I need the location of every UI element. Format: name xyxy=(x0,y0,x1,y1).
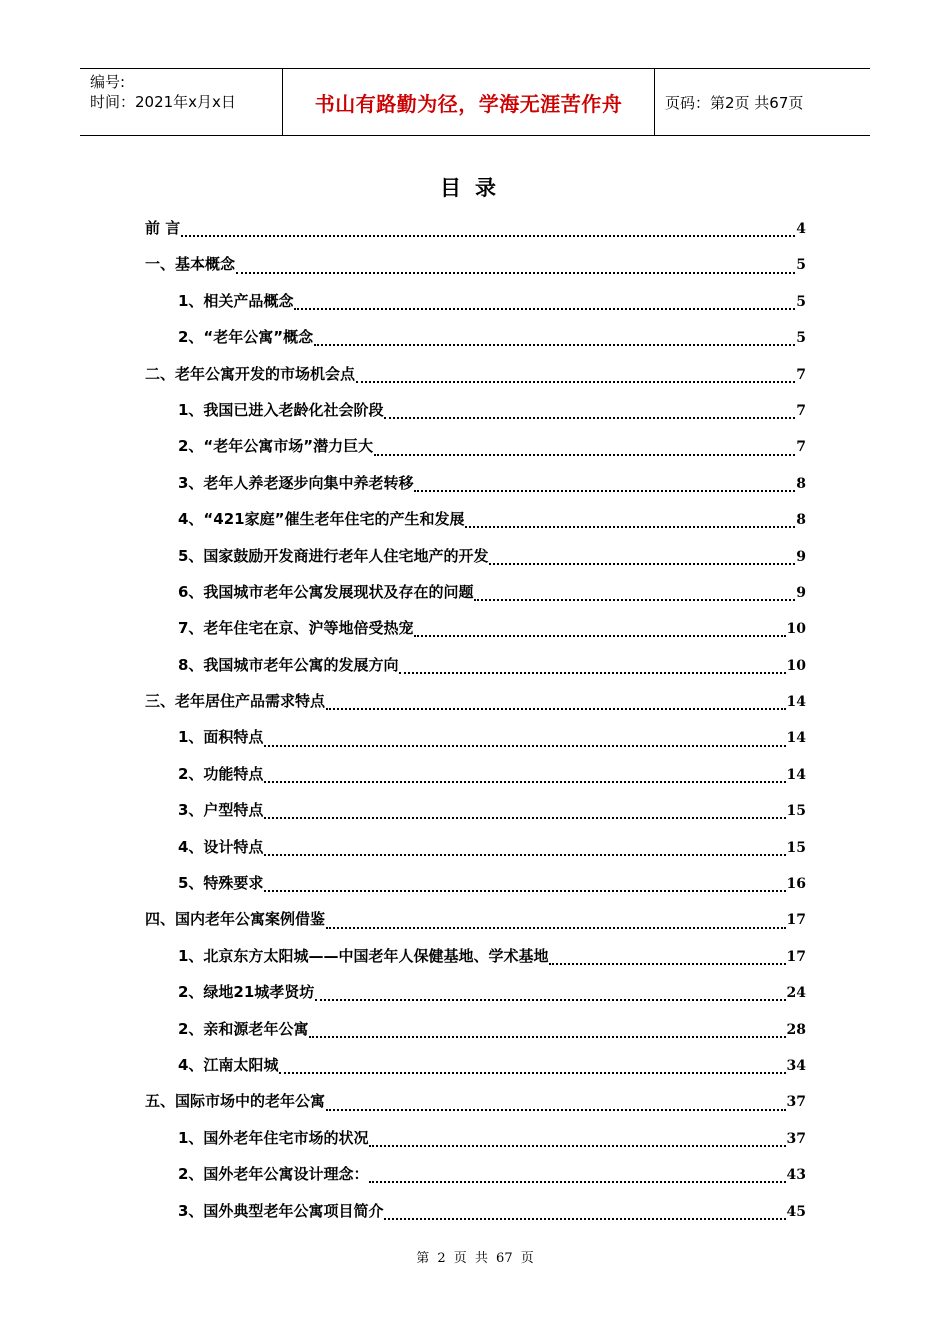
toc-entry-page: 7 xyxy=(796,439,806,456)
toc-dot-leader xyxy=(326,927,786,929)
toc-dot-leader xyxy=(549,963,785,965)
toc-entry-label: 8、我国城市老年公寓的发展方向 xyxy=(178,655,399,674)
toc-dot-leader xyxy=(489,563,795,565)
toc-entry-page: 14 xyxy=(786,766,806,783)
toc-dot-leader xyxy=(384,417,795,419)
toc-dot-leader xyxy=(181,235,795,237)
toc-dot-leader xyxy=(294,308,795,310)
toc-entry[interactable] xyxy=(145,756,806,792)
toc-entry-page: 17 xyxy=(786,912,806,929)
toc-dot-leader xyxy=(356,381,795,383)
toc-entry[interactable] xyxy=(145,829,806,865)
toc-entry[interactable] xyxy=(145,574,806,610)
toc-entry-page: 43 xyxy=(786,1167,806,1184)
toc-dot-leader xyxy=(465,526,795,528)
toc-entry-page: 8 xyxy=(796,475,806,492)
toc-entry-label: 3、国外典型老年公寓项目简介 xyxy=(178,1201,384,1220)
toc-entry[interactable] xyxy=(145,1193,806,1229)
toc-entry-page: 5 xyxy=(796,330,806,347)
toc-entry-page: 28 xyxy=(786,1021,806,1038)
toc-entry-label: 一、基本概念 xyxy=(145,255,236,274)
toc-entry-page: 37 xyxy=(786,1094,806,1111)
toc-entry-page: 15 xyxy=(786,803,806,820)
toc-entry-label: 二、老年公寓开发的市场机会点 xyxy=(145,364,356,383)
header-meta xyxy=(80,69,282,135)
toc-dot-leader xyxy=(279,1072,785,1074)
toc-entry[interactable] xyxy=(145,392,806,428)
toc-entry-page: 5 xyxy=(796,293,806,310)
page-footer: 第 2 页 共 67 页 xyxy=(416,1251,534,1266)
header-page-info: 页码：第2页 共67页 xyxy=(665,93,804,112)
toc-entry-page: 10 xyxy=(786,657,806,674)
toc-entry-page: 7 xyxy=(796,402,806,419)
toc-entry-page: 14 xyxy=(786,694,806,711)
toc-dot-leader xyxy=(399,672,785,674)
toc-dot-leader xyxy=(264,745,785,747)
toc-entry[interactable] xyxy=(145,647,806,683)
toc-entry[interactable] xyxy=(145,1156,806,1192)
toc-entry[interactable] xyxy=(145,465,806,501)
toc-entry-label: 2、绿地21城孝贤坊 xyxy=(178,983,315,1002)
toc-entry-label: 5、特殊要求 xyxy=(178,874,264,893)
toc-entry[interactable] xyxy=(145,356,806,392)
toc-entry-label: 5、国家鼓励开发商进行老年人住宅地产的开发 xyxy=(178,546,489,565)
toc-entry-page: 17 xyxy=(786,948,806,965)
toc-entry[interactable] xyxy=(145,1047,806,1083)
toc-entry-page: 16 xyxy=(786,876,806,893)
toc-entry-label: 1、我国已进入老龄化社会阶段 xyxy=(178,400,384,419)
header-motto: 书山有路勤为径，学海无涯苦作舟 xyxy=(282,69,655,135)
toc-entry-label: 1、面积特点 xyxy=(178,728,264,747)
toc-dot-leader xyxy=(315,999,785,1001)
toc-entry[interactable] xyxy=(145,901,806,937)
toc-entry[interactable] xyxy=(145,792,806,828)
toc-dot-leader xyxy=(314,344,795,346)
toc-entry-page: 15 xyxy=(786,839,806,856)
toc-entry-page: 45 xyxy=(786,1203,806,1220)
time-label: 时间：2021年x月x日 xyxy=(90,93,236,111)
toc-entry-label: 四、国内老年公寓案例借鉴 xyxy=(145,910,326,929)
toc-entry-page: 24 xyxy=(786,985,806,1002)
toc-dot-leader xyxy=(474,599,795,601)
toc-entry-label: 1、相关产品概念 xyxy=(178,291,294,310)
toc-entry-label: 1、国外老年住宅市场的状况 xyxy=(178,1128,369,1147)
toc-entry-label: 3、老年人养老逐步向集中养老转移 xyxy=(178,473,414,492)
toc-entry-page: 34 xyxy=(786,1057,806,1074)
table-of-contents xyxy=(145,210,806,1229)
toc-dot-leader xyxy=(326,1109,786,1111)
toc-entry-label: 2、“老年公寓”概念 xyxy=(178,328,314,347)
toc-dot-leader xyxy=(264,890,785,892)
toc-entry[interactable] xyxy=(145,865,806,901)
toc-entry[interactable] xyxy=(145,428,806,464)
toc-entry-label: 2、国外老年公寓设计理念： xyxy=(178,1165,369,1184)
toc-dot-leader xyxy=(309,1036,785,1038)
toc-entry-label: 6、我国城市老年公寓发展现状及存在的问题 xyxy=(178,582,474,601)
toc-entry[interactable] xyxy=(145,610,806,646)
toc-entry-label: 前 言 xyxy=(145,219,181,237)
toc-dot-leader xyxy=(414,490,795,492)
toc-entry-page: 10 xyxy=(786,621,806,638)
page-header xyxy=(80,68,870,136)
toc-dot-leader xyxy=(264,817,785,819)
toc-entry-label: 五、国际市场中的老年公寓 xyxy=(145,1092,326,1111)
toc-entry[interactable] xyxy=(145,210,806,246)
toc-dot-leader xyxy=(264,781,785,783)
toc-entry-label: 三、老年居住产品需求特点 xyxy=(145,692,326,711)
toc-entry[interactable] xyxy=(145,1011,806,1047)
toc-entry[interactable] xyxy=(145,283,806,319)
toc-entry-page: 7 xyxy=(796,366,806,383)
toc-entry-label: 2、功能特点 xyxy=(178,764,264,783)
toc-dot-leader xyxy=(264,854,785,856)
toc-entry[interactable] xyxy=(145,246,806,282)
toc-entry[interactable] xyxy=(145,719,806,755)
toc-entry-label: 4、江南太阳城 xyxy=(178,1055,279,1074)
toc-entry-label: 2、亲和源老年公寓 xyxy=(178,1019,309,1038)
toc-dot-leader xyxy=(236,272,795,274)
toc-dot-leader xyxy=(384,1218,785,1220)
toc-entry[interactable] xyxy=(145,319,806,355)
toc-entry-page: 14 xyxy=(786,730,806,747)
toc-entry-page: 4 xyxy=(796,221,806,237)
toc-entry-label: 1、北京东方太阳城——中国老年人保健基地、学术基地 xyxy=(178,946,549,965)
toc-entry[interactable] xyxy=(145,538,806,574)
toc-entry-label: 3、户型特点 xyxy=(178,801,264,820)
toc-entry[interactable] xyxy=(145,1083,806,1119)
toc-entry-label: 4、“421家庭”催生老年住宅的产生和发展 xyxy=(178,510,465,529)
toc-entry-label: 4、设计特点 xyxy=(178,837,264,856)
toc-entry-page: 9 xyxy=(796,584,806,601)
toc-entry-page: 37 xyxy=(786,1130,806,1147)
toc-entry[interactable] xyxy=(145,501,806,537)
toc-entry-label: 2、“老年公寓市场”潜力巨大 xyxy=(178,437,374,456)
toc-entry-page: 9 xyxy=(796,548,806,565)
toc-entry[interactable] xyxy=(145,683,806,719)
toc-dot-leader xyxy=(369,1181,785,1183)
toc-entry[interactable] xyxy=(145,974,806,1010)
toc-dot-leader xyxy=(369,1145,785,1147)
toc-entry[interactable] xyxy=(145,1120,806,1156)
number-label: 编号: xyxy=(90,73,126,91)
toc-dot-leader xyxy=(414,635,785,637)
toc-entry-label: 7、老年住宅在京、沪等地倍受热宠 xyxy=(178,619,414,638)
toc-dot-leader xyxy=(326,708,786,710)
toc-dot-leader xyxy=(374,454,795,456)
toc-entry-page: 5 xyxy=(796,257,806,274)
toc-entry-page: 8 xyxy=(796,512,806,529)
toc-title: 目录 xyxy=(440,176,510,200)
toc-entry[interactable] xyxy=(145,938,806,974)
